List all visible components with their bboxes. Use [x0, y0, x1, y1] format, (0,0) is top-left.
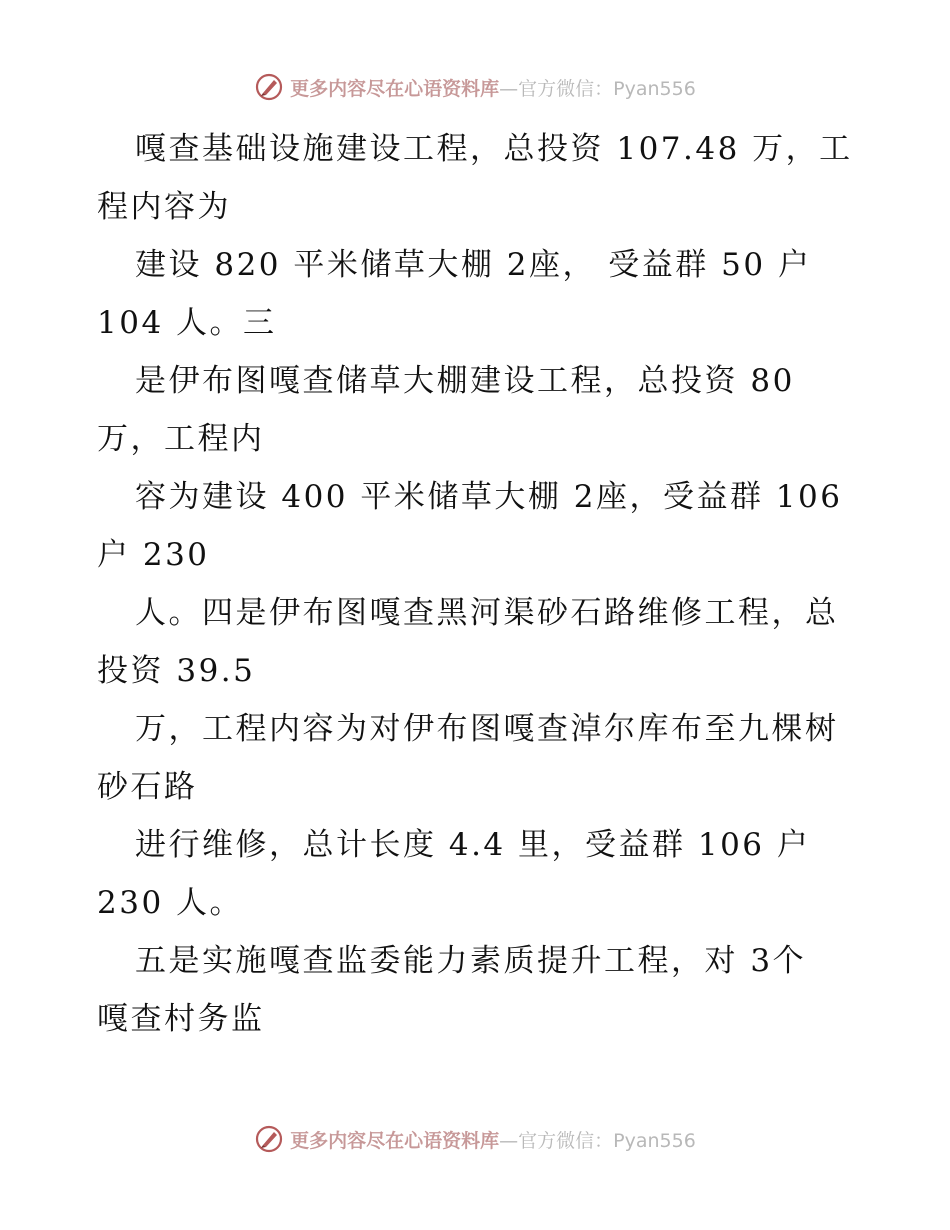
watermark-sub-text: —官方微信：Pyan556	[499, 1129, 696, 1152]
body-line: 人。四是伊布图嘎查黑河渠砂石路维修工程，总	[135, 595, 839, 631]
footer-watermark	[0, 1124, 950, 1154]
body-line: 砂石路	[97, 769, 198, 805]
body-line: 程内容为	[97, 189, 231, 225]
body-line: 五是实施嘎查监委能力素质提升工程，对 3个	[135, 943, 807, 979]
body-line: 建设 820 平米储草大棚 2座， 受益群 50 户	[135, 247, 812, 283]
watermark-main-text: 更多内容尽在心语资料库	[290, 77, 500, 100]
body-line: 是伊布图嘎查储草大棚建设工程，总投资 80	[135, 363, 795, 399]
body-line: 户 230	[97, 537, 210, 573]
watermark-main-text: 更多内容尽在心语资料库	[290, 1129, 500, 1152]
body-line: 嘎查村务监	[97, 1001, 265, 1037]
watermark-sub-text: —官方微信：Pyan556	[499, 77, 696, 100]
body-line: 容为建设 400 平米储草大棚 2座，受益群 106	[135, 479, 843, 515]
body-line: 万，工程内容为对伊布图嘎查淖尔库布至九棵树	[135, 711, 839, 747]
body-line: 104 人。三	[97, 305, 277, 341]
pen-circle-logo-icon	[254, 1124, 284, 1154]
document-body	[97, 120, 857, 1048]
body-line: 进行维修，总计长度 4.4 里，受益群 106 户	[135, 827, 811, 863]
header-watermark	[0, 72, 950, 102]
pen-circle-logo-icon	[254, 72, 284, 102]
body-line: 投资 39.5	[97, 653, 256, 689]
body-line: 230 人。	[97, 885, 244, 921]
body-line: 万，工程内	[97, 421, 265, 457]
body-line: 嘎查基础设施建设工程，总投资 107.48 万，工	[135, 131, 853, 167]
